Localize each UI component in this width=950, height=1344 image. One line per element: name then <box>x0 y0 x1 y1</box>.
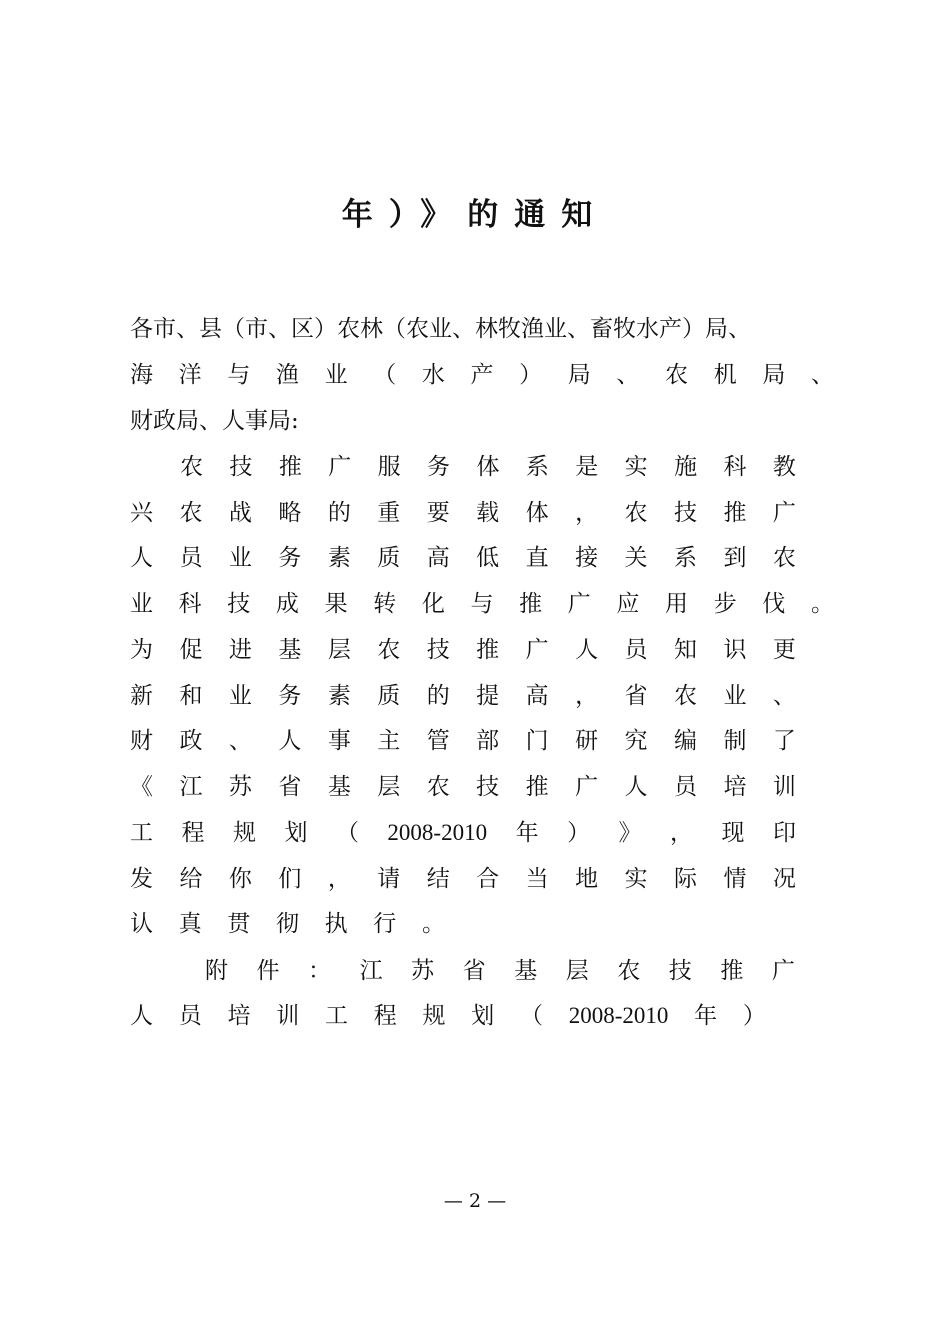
text-glyph: 农 <box>179 500 203 526</box>
text-glyph: 业 <box>130 591 153 617</box>
text-glyph: 与 <box>470 591 494 617</box>
text-glyph: 农 <box>665 362 689 388</box>
body-line <box>130 680 796 712</box>
text-glyph: 员 <box>178 1003 202 1029</box>
text-glyph: 人 <box>130 545 153 571</box>
text-glyph: 现 <box>721 820 745 846</box>
text-glyph: 重 <box>377 500 401 526</box>
text-glyph: 规 <box>422 1003 446 1029</box>
text-glyph: 训 <box>772 774 796 800</box>
text-glyph: 广 <box>525 637 549 663</box>
text-glyph: 农 <box>617 958 641 984</box>
text-glyph: 推 <box>278 454 302 480</box>
page-number: — 2 — <box>443 1190 507 1212</box>
text-glyph: 服 <box>377 454 401 480</box>
text-glyph: 《 <box>130 774 153 800</box>
text-glyph: 到 <box>723 545 747 571</box>
text-glyph: （ <box>335 820 359 846</box>
text-glyph: 技 <box>229 454 253 480</box>
text-glyph: 发 <box>130 866 153 892</box>
text-glyph: 了 <box>772 728 796 754</box>
text-glyph: 体 <box>525 500 549 526</box>
text-glyph: 提 <box>476 683 500 709</box>
text-glyph: 、 <box>616 362 640 388</box>
text-glyph: 技 <box>426 637 450 663</box>
text-glyph: 情 <box>723 866 747 892</box>
text-glyph: 程 <box>181 820 205 846</box>
text-glyph: 略 <box>278 500 302 526</box>
text-glyph: 科 <box>178 591 202 617</box>
text-glyph: 化 <box>421 591 445 617</box>
text-glyph: 执 <box>324 911 348 937</box>
text-glyph: 知 <box>673 637 697 663</box>
text-glyph: 水 <box>421 362 445 388</box>
text-glyph: 广 <box>771 958 795 984</box>
text-glyph: 制 <box>723 728 747 754</box>
text-glyph: 苏 <box>411 958 435 984</box>
text-glyph: ） <box>519 362 543 388</box>
text-glyph: 层 <box>565 958 589 984</box>
text-glyph: 施 <box>674 454 698 480</box>
text-glyph: 培 <box>723 774 747 800</box>
text-glyph: 员 <box>624 637 648 663</box>
text-glyph: 训 <box>276 1003 300 1029</box>
text-glyph: 技 <box>673 500 697 526</box>
text-glyph: 》 <box>618 820 642 846</box>
text-glyph: 科 <box>723 454 747 480</box>
attachment-line-1 <box>205 955 795 987</box>
text-glyph: 地 <box>575 866 599 892</box>
text-glyph: 业 <box>228 683 252 709</box>
text-glyph: 渔 <box>275 362 299 388</box>
text-glyph: 认 <box>130 911 153 937</box>
text-glyph: ） <box>742 1003 766 1029</box>
text-glyph: 江 <box>359 958 383 984</box>
text-glyph: 的 <box>327 500 351 526</box>
text-glyph: ： <box>308 958 332 984</box>
text-glyph: 战 <box>228 500 252 526</box>
text-glyph: 应 <box>616 591 640 617</box>
body-line <box>130 771 796 803</box>
text-glyph: 当 <box>525 866 549 892</box>
text-glyph: 、 <box>810 362 834 388</box>
text-glyph: 成 <box>275 591 299 617</box>
text-glyph: ， <box>670 820 694 846</box>
text-glyph: 况 <box>772 866 796 892</box>
text-glyph: 基 <box>514 958 538 984</box>
text-glyph: 技 <box>668 958 692 984</box>
text-glyph: ） <box>567 820 591 846</box>
text-glyph: 行 <box>373 911 397 937</box>
text-glyph: 体 <box>476 454 500 480</box>
text-glyph: 层 <box>377 774 401 800</box>
text-glyph: 农 <box>772 545 796 571</box>
text-glyph: 给 <box>179 866 203 892</box>
text-glyph: 省 <box>278 774 302 800</box>
text-glyph: （ <box>373 362 397 388</box>
text-glyph: 业 <box>228 545 252 571</box>
text-glyph: 广 <box>575 774 599 800</box>
text-glyph: 局 <box>762 362 786 388</box>
body-line <box>130 908 445 940</box>
text-glyph: 推 <box>476 637 500 663</box>
text-glyph: 关 <box>624 545 648 571</box>
text-glyph: 印 <box>773 820 796 846</box>
text-glyph: 2008-2010 <box>387 820 488 845</box>
recipients-line-2 <box>130 359 834 391</box>
text-glyph: 农 <box>426 774 450 800</box>
text-glyph: 质 <box>377 683 401 709</box>
text-glyph: 机 <box>713 362 737 388</box>
text-glyph: 结 <box>426 866 450 892</box>
text-glyph: 局 <box>567 362 591 388</box>
text-glyph: 实 <box>624 454 648 480</box>
text-glyph: 员 <box>673 774 697 800</box>
text-glyph: 管 <box>426 728 450 754</box>
text-glyph: 是 <box>575 454 599 480</box>
body-line <box>130 634 796 666</box>
text-glyph: 农 <box>624 500 648 526</box>
text-glyph: 质 <box>377 545 401 571</box>
text-glyph: 广 <box>328 454 352 480</box>
text-glyph: 事 <box>327 728 351 754</box>
text-glyph: （ <box>520 1003 543 1029</box>
text-glyph: 务 <box>278 683 302 709</box>
text-glyph: 广 <box>772 500 796 526</box>
text-glyph: 更 <box>772 637 796 663</box>
text-glyph: 合 <box>476 866 500 892</box>
body-line <box>180 451 796 483</box>
text-glyph: 部 <box>476 728 500 754</box>
text-glyph: 人 <box>278 728 302 754</box>
text-glyph: 农 <box>180 454 203 480</box>
body-line <box>130 863 796 895</box>
text-glyph: 人 <box>130 1003 153 1029</box>
text-glyph: 、 <box>772 683 796 709</box>
text-glyph: 门 <box>525 728 549 754</box>
text-glyph: 转 <box>373 591 397 617</box>
text-glyph: 农 <box>377 637 401 663</box>
text-glyph: 务 <box>427 454 451 480</box>
text-glyph: 接 <box>575 545 599 571</box>
attachment-line-2 <box>130 1000 766 1032</box>
text-glyph: 载 <box>476 500 500 526</box>
text-glyph: 请 <box>377 866 401 892</box>
text-glyph: 技 <box>476 774 500 800</box>
body-line <box>130 725 796 757</box>
text-glyph: 件 <box>256 958 280 984</box>
text-glyph: 工 <box>130 820 153 846</box>
recipients-line-1: 各市、县（市、区）农林（农业、林牧渔业、畜牧水产）局、 <box>130 316 751 342</box>
text-glyph: 和 <box>179 683 203 709</box>
text-glyph: 人 <box>624 774 648 800</box>
text-glyph: 财 <box>130 728 153 754</box>
text-glyph: 伐 <box>762 591 786 617</box>
text-glyph: 推 <box>723 500 747 526</box>
text-glyph: 你 <box>228 866 252 892</box>
text-glyph: 新 <box>130 683 153 709</box>
text-glyph: 业 <box>723 683 747 709</box>
text-glyph: 研 <box>575 728 599 754</box>
text-glyph: 省 <box>462 958 486 984</box>
text-glyph: 农 <box>673 683 697 709</box>
text-glyph: 业 <box>324 362 348 388</box>
text-glyph: 基 <box>278 637 302 663</box>
text-glyph: ， <box>575 500 599 526</box>
text-glyph: 际 <box>673 866 697 892</box>
text-glyph: 务 <box>278 545 302 571</box>
text-glyph: 划 <box>471 1003 495 1029</box>
text-glyph: 高 <box>426 545 450 571</box>
text-glyph: 推 <box>519 591 543 617</box>
text-glyph: 2008-2010 <box>568 1003 669 1028</box>
text-glyph: 划 <box>284 820 308 846</box>
text-glyph: 海 <box>130 362 153 388</box>
body-line <box>130 817 796 849</box>
text-glyph: 。 <box>810 591 834 617</box>
body-line <box>130 497 796 529</box>
text-glyph: 规 <box>232 820 256 846</box>
text-glyph: 系 <box>525 454 549 480</box>
text-glyph: 素 <box>327 683 351 709</box>
recipients-line-3: 财政局、人事局: <box>130 408 299 434</box>
text-glyph: 江 <box>179 774 203 800</box>
text-glyph: 促 <box>179 637 203 663</box>
text-glyph: 工 <box>325 1003 348 1029</box>
text-glyph: 为 <box>130 637 153 663</box>
text-glyph: 高 <box>525 683 549 709</box>
text-glyph: ， <box>575 683 599 709</box>
text-glyph: 层 <box>327 637 351 663</box>
text-glyph: 人 <box>575 637 599 663</box>
text-glyph: 的 <box>426 683 450 709</box>
text-glyph: 进 <box>228 637 252 663</box>
text-glyph: 们 <box>278 866 302 892</box>
text-glyph: 广 <box>567 591 591 617</box>
text-glyph: 省 <box>624 683 648 709</box>
page-title: 年）》的通知 <box>341 197 609 233</box>
text-glyph: 基 <box>327 774 351 800</box>
text-glyph: 产 <box>470 362 494 388</box>
text-glyph: 真 <box>178 911 202 937</box>
text-glyph: 、 <box>228 728 252 754</box>
text-glyph: 编 <box>673 728 697 754</box>
text-glyph: 果 <box>324 591 348 617</box>
text-glyph: 年 <box>515 820 539 846</box>
text-glyph: 苏 <box>228 774 252 800</box>
text-glyph: 素 <box>327 545 351 571</box>
text-glyph: 培 <box>227 1003 251 1029</box>
text-glyph: 究 <box>624 728 648 754</box>
text-glyph: 兴 <box>130 500 153 526</box>
text-glyph: 直 <box>525 545 549 571</box>
body-line <box>130 542 796 574</box>
body-line <box>130 588 834 620</box>
text-glyph: 附 <box>205 958 228 984</box>
text-glyph: 技 <box>227 591 251 617</box>
text-glyph: 识 <box>723 637 747 663</box>
text-glyph: ， <box>327 866 351 892</box>
text-glyph: 。 <box>421 911 445 937</box>
text-glyph: 步 <box>713 591 737 617</box>
text-glyph: 主 <box>377 728 401 754</box>
text-glyph: 程 <box>373 1003 397 1029</box>
text-glyph: 贯 <box>227 911 251 937</box>
text-glyph: 实 <box>624 866 648 892</box>
text-glyph: 系 <box>673 545 697 571</box>
text-glyph: 低 <box>476 545 500 571</box>
text-glyph: 教 <box>772 454 796 480</box>
text-glyph: 推 <box>525 774 549 800</box>
text-glyph: 员 <box>179 545 203 571</box>
text-glyph: 彻 <box>275 911 299 937</box>
text-glyph: 推 <box>720 958 744 984</box>
text-glyph: 年 <box>694 1003 718 1029</box>
text-glyph: 用 <box>665 591 689 617</box>
text-glyph: 洋 <box>178 362 202 388</box>
text-glyph: 要 <box>426 500 450 526</box>
text-glyph: 与 <box>227 362 251 388</box>
text-glyph: 政 <box>179 728 203 754</box>
